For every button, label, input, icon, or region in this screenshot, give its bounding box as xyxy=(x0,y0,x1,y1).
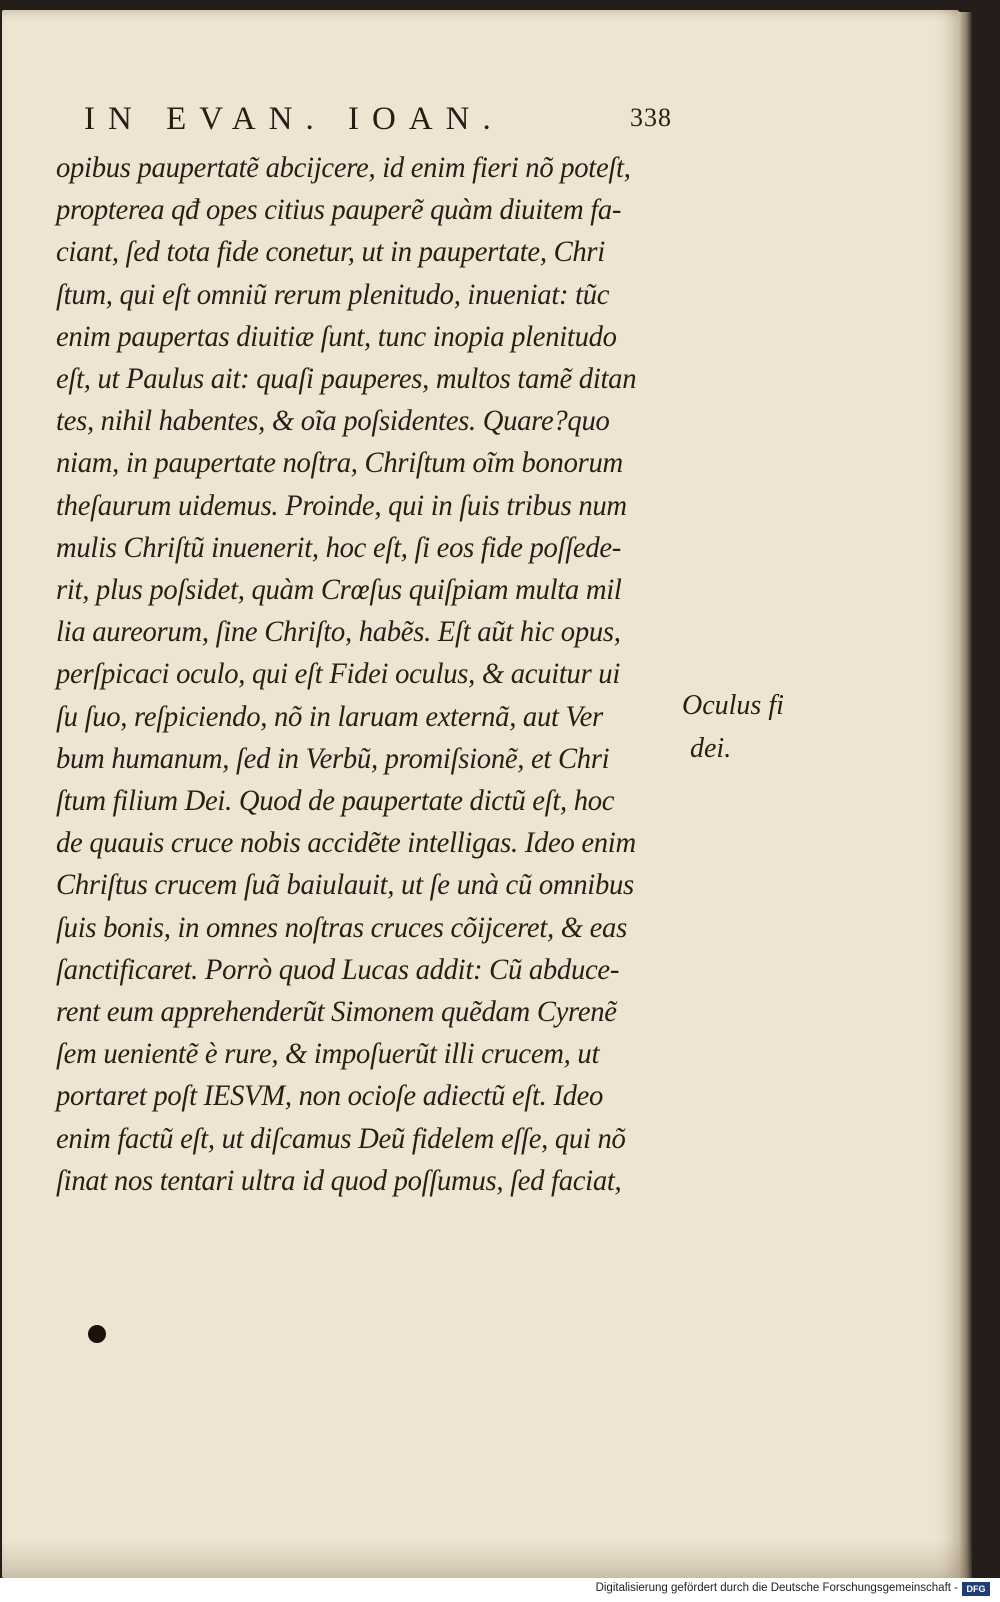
text-line: rit, plus poſsidet, quàm Crœſus quiſpiam multa mil xyxy=(56,574,622,606)
text-line: ſu ſuo, reſpiciendo, nõ in laruam externã, aut Ver xyxy=(56,700,603,733)
folio-number: 338 xyxy=(630,103,672,132)
text-line: ſtum filium Dei. Quod de paupertate dictũ eſt, hoc xyxy=(56,785,615,817)
text-line: theſaurum uidemus. Proinde, qui in ſuis tribus num xyxy=(56,489,627,522)
text-line: opibus paupertatẽ abcijcere, id enim fieri nõ poteſt, xyxy=(56,152,631,184)
text-line: ciant, ſed tota fide conetur, ut in paupertate, Chri xyxy=(56,236,605,269)
funding-credit: Digitalisierung gefördert durch die Deutsche Forschungsgemeinschaft - xyxy=(595,1582,958,1594)
text-line: perſpicaci oculo, qui eſt Fidei oculus, & acuitur ui xyxy=(56,658,621,691)
text-line: Chriſtus crucem ſuã baiulauit, ut ſe unà cũ omnibus xyxy=(56,869,634,902)
text-line: niam, in paupertate noſtra, Chriſtum oĩm bonorum xyxy=(56,447,623,480)
marginal-note-line2: dei. xyxy=(690,733,732,764)
leaf-shadow xyxy=(2,1540,972,1578)
text-line: tes, nihil habentes, & oĩa poſsidentes. Quare?quo xyxy=(56,405,610,438)
text-line: enim paupertas diuitiæ ſunt, tunc inopia plenitudo xyxy=(56,320,617,353)
text-line: ſanctificaret. Porrò quod Lucas addit: Cũ abduce- xyxy=(56,953,620,986)
running-head: IN EVAN. IOAN. xyxy=(84,101,504,137)
text-line: mulis Chriſtũ inuenerit, hoc eſt, ſi eos fide poſſede- xyxy=(56,531,622,564)
text-line: bum humanum, ſed in Verbũ, promiſsionẽ, et Chri xyxy=(56,742,610,775)
text-line: ſtum, qui eſt omniũ rerum plenitudo, inueniat: tũc xyxy=(56,278,610,311)
ink-blot xyxy=(88,1325,106,1343)
text-line: enim factũ eſt, ut diſcamus Deũ fidelem eſſe, qui nõ xyxy=(56,1122,626,1155)
text-line: ſuis bonis, in omnes noſtras cruces cõijceret, & eas xyxy=(56,911,627,944)
dfg-logo: DFG xyxy=(962,1582,990,1596)
text-line: eſt, ut Paulus ait: quaſi pauperes, multos tamẽ ditan xyxy=(56,363,637,395)
text-line: portaret poſt IESVM, non ocioſe adiectũ eſt. Ideo xyxy=(56,1080,604,1113)
text-line: lia aureorum, ſine Chriſto, habẽs. Eſt aũt hic opus, xyxy=(56,616,621,649)
text-line: ſem uenientẽ è rure, & impoſuerũt illi crucem, ut xyxy=(56,1038,600,1071)
text-line: de quauis cruce nobis accidẽte intelligas. Ideo enim xyxy=(56,827,636,860)
marginal-note-line1: Oculus fi xyxy=(682,690,784,721)
text-line: rent eum apprehenderũt Simonem quẽdam Cyrenẽ xyxy=(56,996,617,1028)
text-line: propterea qđ opes citius pauperẽ quàm diuitem fa- xyxy=(56,194,622,227)
leaf-edge xyxy=(958,12,972,1578)
text-line: ſinat nos tentari ultra id quod poſſumus, ſed faciat, xyxy=(56,1164,622,1197)
